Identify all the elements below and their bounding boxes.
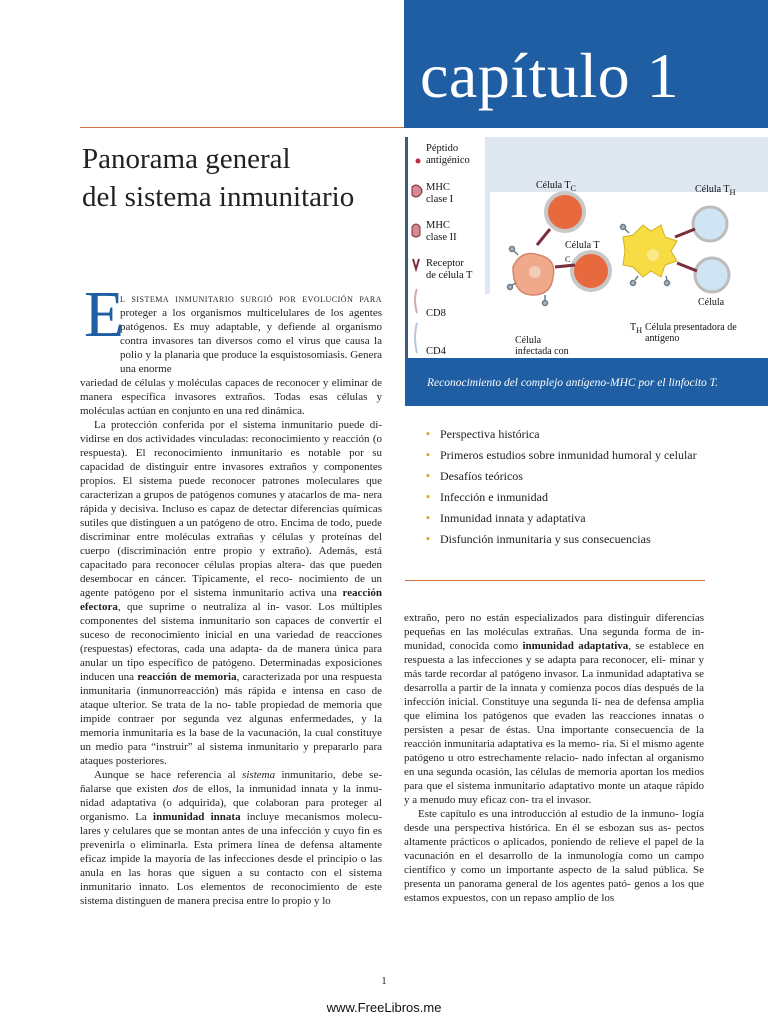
bullet-icon: ▪ <box>426 470 430 482</box>
tc-cell-top <box>546 193 584 231</box>
outline-item: ▪ Infección e inmunidad <box>426 490 548 504</box>
label-th-cell: $T_H$ <box>630 322 643 335</box>
label-apc: Célula presentadora de antígeno <box>645 322 737 344</box>
legend-cd8: CD8 <box>426 308 446 319</box>
outline-item: ▪ Primeros estudios sobre inmunidad humoral y celular <box>426 448 697 462</box>
bullet-icon: ▪ <box>426 449 430 461</box>
right-column <box>404 611 704 905</box>
paragraph: La protección conferida por el sistema inmunitario puede di- vidirse en dos actividades vinculadas: reconocimiento y reacción (o respuesta). El reconocimiento inmunitario es notable por su capacidad de distinguir entre invasores extraños y componentes propios. El sistema puede reconocer patrones moleculares que caracterizan a grupos de patógenos comunes y atacarlos de ma- nera rápida y decisiva. Incluso es capaz de detectar diferencias químicas sutiles que distinguen a un patógeno de otro. Encima de todo, puede discriminar entre moléculas extrañas y células y proteínas del cuerpo (discriminación entre propio y extraño). Además, está capacitado para reconocer células propias altera- das que pueden desembocar en cáncer. Típicamente, el reco- nocimiento de un agente patógeno por el sistema inmunitario activa una reacción efectora, que suprime o neutraliza al in- vasor. Los múltiples componentes del sistema inmunitario son capaces de convertir el suceso de reconocimiento inicial en una variedad de reacciones (respuestas) efectoras, cada una adapta- da de manera única para anular un tipo específico de patógeno. Determinadas exposiciones inducen una reacción de memoria, caracterizada por una respuesta inmunitaria (inmunorreacción) más rápida e intensa en caso de ataque ulterior. Se trata de la no- table propiedad de memoria que impide contraer por segunda vez algunas enfermedades, y la memoria inmunitaria es la base de la vacunación, la cual constituye un medio para “instruir” al sistema inmunitario y prepararlo para ataques posteriores. <box>80 419 383 767</box>
peptide-icon <box>416 159 421 164</box>
outline-item: ▪ Inmunidad innata y adaptativa <box>426 511 586 525</box>
outline-rule <box>405 580 705 581</box>
chapter-title <box>82 140 402 216</box>
label-infected: Célula infectada con <box>515 335 569 357</box>
chapter-outline <box>426 426 746 552</box>
left-column <box>80 376 382 908</box>
bullet-icon: ▪ <box>426 428 430 440</box>
th-cell-bottom <box>695 258 729 292</box>
outline-item: ▪ Disfunción inmunitaria y sus consecuencias <box>426 532 651 546</box>
mhc2-icon <box>412 224 420 237</box>
th-cell-top <box>693 207 727 241</box>
cd4-icon <box>415 323 417 353</box>
mhc1-icon <box>412 185 422 197</box>
legend-receptor: Receptor de célula T <box>426 258 473 281</box>
bullet-icon: ▪ <box>426 512 430 524</box>
label-tc-mid: Célula T $_C$ <box>565 240 600 264</box>
legend-mhc1: MHC clase I <box>426 182 454 205</box>
cd8-icon <box>415 289 417 313</box>
paragraph: variedad de células y moléculas capaces de reconocer y eliminar de manera específica invasores extraños. Todas esas células y moléculas actúan en conjunto en una red dinámica. <box>80 377 382 417</box>
outline-item: ▪ Desafíos teóricos <box>426 469 523 483</box>
paragraph: Este capítulo es una introducción al estudio de la inmuno- logía desde una perspectiva histórica. En él se esbozan sus as- pectos altamente prácticos o aplicados, poniendo de relieve el papel de la vacunación en el desarrollo de la inmunología como un campo científico y como un importante aspecto de la salud pública. Se presenta un panorama general de los agentes pató- genos a los que estamos expuestos, con un repaso amplio de los <box>404 808 704 904</box>
outline-item: ▪ Perspectiva histórica <box>426 427 540 441</box>
title-rule <box>80 127 404 128</box>
chapter-title-line1: Panorama general <box>82 143 291 175</box>
intro-paragraph: l sistema inmunitario surgió por evolución para proteger a los organismos multicelulares de los agentes patógenos. Es muy adaptable, y defiende al organismo contra invasores tan diversos como el virus que causa la polio y la planaria que produce la esquistosomiasis. Genera una enorme <box>120 293 382 375</box>
paragraph: Aunque se hace referencia al sistema inmunitario, debe se- ñalarse que existen dos de ellos, la inmunidad innata y la inmu- nidad adaptativa (o adquirida), que colaboran para proteger al organismo. La inmunidad innata incluye mecanismos molecu- lares y celulares que se montan antes de una infección y cuyo fin es prevenirla o eliminarla. Esta primera línea de defensa altamente eficaz impide la mayoría de las infecciones desde el principio o las anula en las horas que siguen a su contacto con el sistema inmunitario innato. Los elementos de reconocimiento de este sistema distinguen de manera precisa entre lo propio y lo <box>80 769 383 907</box>
label-th-top: Célula $T_H$ <box>695 184 736 197</box>
label-tc-top: Célula $T_C$ <box>536 180 577 193</box>
legend-mhc2: MHC clase II <box>426 220 457 243</box>
legend-peptide: Péptido antigénico <box>426 143 470 166</box>
bullet-icon: ▪ <box>426 533 430 545</box>
legend-cd4: CD4 <box>426 346 446 357</box>
drop-cap: E <box>84 278 125 351</box>
figure-caption: Reconocimiento del complejo antígeno-MHC por el linfocito T. <box>427 377 719 389</box>
bullet-icon: ▪ <box>426 491 430 503</box>
tcell-receptor-icon <box>413 259 419 269</box>
chapter-banner-text: capítulo 1 <box>420 40 680 111</box>
page-number: 1 <box>381 975 387 987</box>
label-cell: Célula <box>698 297 725 308</box>
chapter-title-line2: del sistema inmunitario <box>82 181 355 213</box>
paragraph: extraño, pero no están especializados para distinguir diferencias pequeñas en las moléculas extrañas. Una segunda forma de in- munidad, conocida como inmunidad adaptativa, se establece en respuesta a las infecciones y se adapta para reconocer, eli- minar y más tarde recordar al patógeno invasor. La inmunidad adaptativa se desarrolla a partir de la innata y comienza pocos días después de la infección inicial. Constituye una segunda lí- nea de defensa amplia que elimina los patógenos que evaden las reacciones innatas o persisten a pesar de éstas. Una importante consecuencia de la reacción inmunitaria adaptativa es la memo- ria. Si el mismo agente patógeno u otro estrechamente relacio- nado infectan al organismo en una segunda ocasión, las células de memoria aportan los medios para que el sistema inmunitario adaptativo monte un ataque rápido y a menudo muy eficaz con- tra el invasor. <box>404 612 704 806</box>
footer-url[interactable]: www.FreeLibros.me <box>326 1000 442 1015</box>
